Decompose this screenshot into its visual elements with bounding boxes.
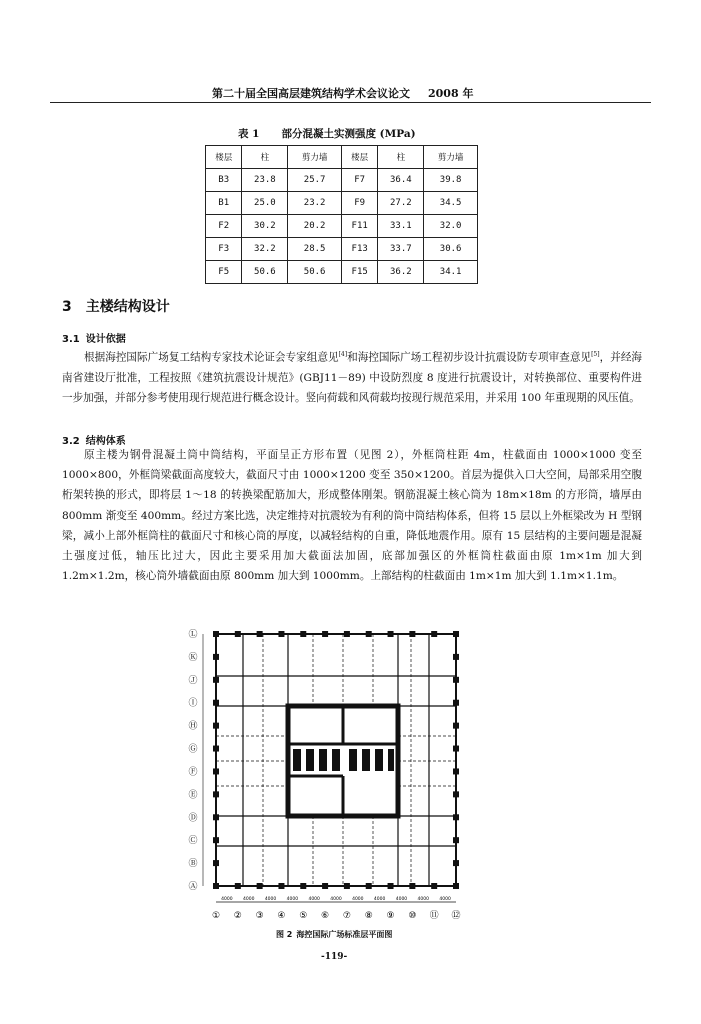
table-cell: F3 (206, 238, 242, 261)
concrete-strength-table (205, 145, 478, 284)
subsection-title-design-basis (62, 330, 126, 345)
table-cell: 27.2 (378, 192, 424, 215)
table-cell: 25.7 (288, 169, 342, 192)
column (344, 883, 350, 889)
table-cell: 23.2 (288, 192, 342, 215)
axis-label-left: Ⓕ (188, 767, 198, 778)
axis-label-left: Ⓛ (188, 630, 198, 640)
table-label: 表 1 (238, 128, 260, 140)
column (213, 723, 219, 729)
dimension-label: 4000 (395, 897, 408, 902)
dimension-label: 4000 (439, 897, 451, 902)
axis-label-left: Ⓐ (188, 882, 198, 892)
column (300, 883, 306, 889)
axis-label-bottom: ⑩ (408, 911, 417, 921)
subsection-heading: 设计依据 (85, 334, 126, 345)
table-row (206, 215, 478, 238)
table-cell: B3 (206, 169, 242, 192)
axis-label-bottom: ④ (277, 911, 286, 921)
axis-label-left: Ⓒ (188, 836, 198, 847)
paragraph-structural-system (62, 445, 642, 586)
header-conference: 第二十届全国高层建筑结构学术会议论文 (212, 87, 410, 100)
dimension-label: 4000 (330, 897, 342, 902)
column (453, 654, 459, 660)
figure-caption (276, 929, 392, 940)
figure-title: 海控国际广场标准层平面图 (296, 930, 393, 939)
column (453, 631, 459, 637)
axis-label-bottom: ① (211, 911, 221, 921)
axis-label-left: Ⓔ (188, 790, 198, 801)
dimension-label: 4000 (264, 897, 277, 902)
table-cell: 28.5 (288, 238, 342, 261)
citation: [5] (591, 351, 600, 358)
column (213, 700, 219, 706)
table-cell: 34.5 (424, 192, 478, 215)
column (213, 883, 219, 889)
table-header-cell: 柱 (378, 146, 424, 169)
column (257, 631, 263, 637)
table-cell: 23.8 (242, 169, 288, 192)
table-cell: 34.1 (424, 261, 478, 284)
axis-label-left: Ⓗ (188, 721, 198, 732)
dimension-label: 4000 (243, 897, 255, 902)
column (213, 860, 219, 866)
table-header-cell: 柱 (242, 146, 288, 169)
column (213, 814, 219, 820)
table-cell: 30.6 (424, 238, 478, 261)
table-cell: F11 (341, 215, 377, 238)
column (213, 837, 219, 843)
table-cell: F7 (341, 169, 377, 192)
axis-label-bottom: ③ (255, 911, 264, 921)
axis-label-bottom: ⑫ (451, 911, 461, 921)
column (213, 791, 219, 797)
dimension-label: 4000 (373, 897, 386, 902)
paragraph-text: 原主楼为钢骨混凝土筒中筒结构，平面呈正方形布置（见图 2），外框筒柱距 4m，柱截面由 1000×1000 变至 1000×800，外框筒梁截面高度较大，截面尺寸由 1000×1200 变至 350×1200。首层为提供入口大空间，局部采用空腹桁架转换的形式，即将层 1～18 的转换梁配筋加大，形成整体刚架。钢筋混凝土核心筒为 18m×18m 的方形筒，墙厚由 800mm 渐变至 400mm。经过方案比选，决定维持对抗震较为有利的筒中筒结构体系，但将 15 层以上外框梁改为 H 型钢梁，减小上部外框筒柱的截面尺寸和核心筒的厚度，以减轻结构的自重，降低地震作用。原有 15 层结构的主要问题是混凝土强度过低，轴压比过大，因此主要采用加大截面法加固，底部加强区的外框筒柱截面由原 1m×1m 加大到 1.2m×1.2m，核心筒外墙截面由原 800mm 加大到 1000mm。上部结构的柱截面由 1m×1m 加大到 1.1m×1.1m。 (62, 449, 642, 583)
table-header-cell: 楼层 (206, 146, 242, 169)
column (431, 631, 437, 637)
table-cell: 33.1 (378, 215, 424, 238)
axis-label-bottom: ⑤ (299, 911, 308, 921)
table-cell: F9 (341, 192, 377, 215)
table-row (206, 169, 478, 192)
table-cell: 25.0 (242, 192, 288, 215)
column (257, 883, 263, 889)
axis-label-bottom: ⑨ (386, 911, 395, 921)
table-title: 部分混凝土实测强度 (MPa) (281, 128, 416, 140)
table-row (206, 261, 478, 284)
table-cell: 33.7 (378, 238, 424, 261)
table-cell: F15 (341, 261, 377, 284)
table-cell: 50.6 (242, 261, 288, 284)
section-number: 3 (62, 299, 72, 315)
table-header-cell: 剪力墙 (288, 146, 342, 169)
column (213, 768, 219, 774)
paragraph-text: ，并经海南省建设厅批准，工程按照《建筑抗震设计规范》(GBJ11－89) 中设防烈度 8 度进行抗震设计，对转换部位、重要构件进一步加强，并部分参考使用现行规范进行概念设计。竖向荷载和风荷载均按现行规范采用，并采用 100 年重现期的风压值。 (62, 351, 643, 404)
table-cell: B1 (206, 192, 242, 215)
section-heading: 主楼结构设计 (85, 299, 170, 315)
column (322, 631, 328, 637)
column (300, 631, 306, 637)
axis-label-bottom: ② (233, 911, 242, 921)
dimension-label: 4000 (308, 897, 320, 902)
column (453, 883, 459, 889)
dimension-label: 4000 (286, 897, 299, 902)
axis-label-left: Ⓘ (188, 698, 198, 709)
table-cell: 50.6 (288, 261, 342, 284)
running-header (50, 84, 651, 103)
dimension-label: 4000 (417, 897, 429, 902)
column (366, 631, 372, 637)
page-number: -119- (321, 952, 348, 962)
table-header-cell: 楼层 (341, 146, 377, 169)
table-cell: F2 (206, 215, 242, 238)
axis-label-bottom: ⑦ (342, 911, 351, 921)
section-title (62, 296, 170, 316)
table-cell: F13 (341, 238, 377, 261)
column (322, 883, 328, 889)
column (278, 883, 284, 889)
table-row (206, 192, 478, 215)
table-cell: 36.4 (378, 169, 424, 192)
column (235, 631, 241, 637)
table-row (206, 238, 478, 261)
column (453, 791, 459, 797)
figure-label: 图 2 (276, 930, 293, 939)
header-year: 2008 年 (428, 87, 474, 100)
column (388, 883, 394, 889)
table-cell: 32.0 (424, 215, 478, 238)
column (213, 654, 219, 660)
subsection-number: 3.2 (62, 436, 80, 447)
column (278, 631, 284, 637)
column (453, 677, 459, 683)
table-cell: 36.2 (378, 261, 424, 284)
column (409, 631, 415, 637)
table-cell: 30.2 (242, 215, 288, 238)
column (453, 723, 459, 729)
table-cell: 32.2 (242, 238, 288, 261)
column (431, 883, 437, 889)
table-cell: F5 (206, 261, 242, 284)
column (388, 631, 394, 637)
axis-label-bottom: ⑪ (429, 911, 439, 921)
citation: [4] (338, 351, 348, 358)
paragraph-text: 根据海控国际广场复工结构专家技术论证会专家组意见 (84, 351, 339, 364)
subsection-heading: 结构体系 (85, 436, 126, 447)
column (453, 746, 459, 752)
axis-label-left: Ⓚ (188, 652, 198, 663)
column (453, 814, 459, 820)
axis-label-bottom: ⑥ (321, 911, 330, 921)
axis-label-left: Ⓙ (188, 675, 198, 686)
subsection-number: 3.1 (62, 334, 80, 345)
column (453, 700, 459, 706)
column (235, 883, 241, 889)
axis-label-left: Ⓓ (188, 813, 198, 824)
table-header-cell: 剪力墙 (424, 146, 478, 169)
column (213, 631, 219, 637)
axis-label-bottom: ⑧ (364, 911, 373, 921)
column (344, 631, 350, 637)
table-cell: 39.8 (424, 169, 478, 192)
column (453, 860, 459, 866)
axis-label-left: Ⓑ (188, 859, 198, 870)
column (213, 746, 219, 752)
axis-label-left: Ⓖ (188, 744, 198, 755)
column (409, 883, 415, 889)
table-caption (238, 126, 416, 141)
dimension-label: 4000 (352, 897, 364, 902)
floor-plan-figure (183, 626, 483, 924)
column (366, 883, 372, 889)
table-cell: 20.2 (288, 215, 342, 238)
paragraph-design-basis (62, 345, 642, 408)
paragraph-text: 和海控国际广场工程初步设计抗震设防专项审查意见 (347, 351, 592, 364)
dimension-label: 4000 (221, 897, 233, 902)
column (453, 768, 459, 774)
table-header-row (206, 146, 478, 169)
column (213, 677, 219, 683)
column (453, 837, 459, 843)
core-openings (293, 749, 394, 771)
